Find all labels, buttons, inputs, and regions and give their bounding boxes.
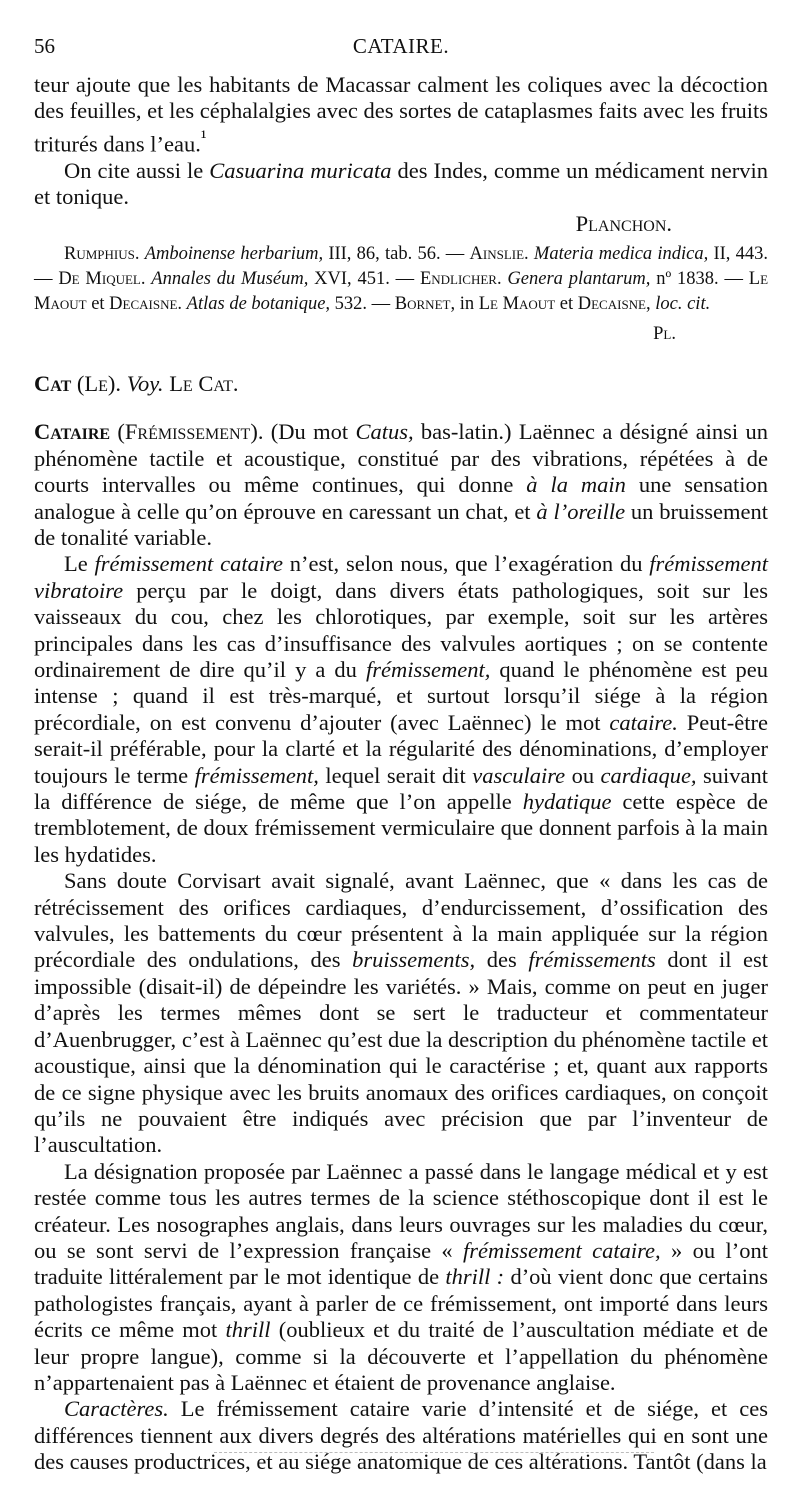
footnote-marker: ¹ [200, 126, 207, 148]
section-label: Caractères. [64, 1396, 169, 1422]
entry-intro-paragraph: Cataire (Frémissement). (Du mot Catus, bas-latin.) Laënnec a désigné ainsi un phénomène tactile et acoustique, constitué par des vibrations, répétées à de courts intervalles ou même continues, qui donne à la main une sensation analogue à celle qu’on éprouve en caressant un chat, et à l’oreille un bruissement de tonalité variable. [34, 419, 769, 550]
cross-reference-entry: Cat (Le). Voy. Le Cat. [34, 370, 239, 396]
paragraph-designation: La désignation proposée par Laënnec a passé dans le langage médical et y est restée comme tous les autres termes de la science stéthoscopique dont il est le créateur. Les nosographes anglais, dans leurs ouvrages sur les maladies du cœur, ou se sont servi de l’expression française « frémissement cataire, » ou l’ont traduite littéralement par le mot identique de thrill : d’où vient donc que certains pathologistes français, ayant à parler de ce frémissement, ont importé dans leurs écrits ce même mot thrill (oublieux et du traité de l’auscultation médiate et de leur propre langue), comme si la découverte et l’appellation du phénomène n’appartenaient pas à Laënnec et étaient de provenance anglaise. [34, 1158, 768, 1395]
bottom-rule [214, 1452, 654, 1453]
author-signature: Planchon. [575, 210, 672, 236]
entry-headword: Cataire [34, 419, 111, 445]
casuarina-paragraph: On cite aussi le Casuarina muricata des Indes, comme un médicament nervin et tonique. [34, 157, 768, 210]
page-number: 56 [34, 34, 55, 58]
entry-headword: Cat [34, 370, 72, 396]
bibliography: Rumphius. Amboinense herbarium, III, 86, tab. 56. — Ainslie. Materia medica indica, II, 443. — De Miquel. Annales du Muséum, XVI, 451. — Endlicher. Genera plantarum, nº 1838. — Le Maout et Decaisne. Atlas de botanique, 532. — Bornet, in Le Maout et Decaisne, loc. cit. [34, 243, 769, 314]
continuation-paragraph: teur ajoute que les habitants de Macassar calment les coliques avec la décoction des feuilles, et les céphalalgies avec des sortes de cataplasmes faits avec les fruits triturés dans l’eau.$^{^1}$ [34, 72, 768, 157]
species-name: Casuarina muricata [209, 157, 392, 183]
bibliography-signature: Pl. [653, 323, 676, 344]
running-head [34, 28, 768, 72]
paragraph-corvisart: Sans doute Corvisart avait signalé, avant Laënnec, que « dans les cas de rétrécissement des orifices cardiaques, d’endurcissement, d’ossification des valvules, les battements du cœur présentent à la main appliquée sur la région précordiale des ondulations, des bruissements, des frémissements dont il est impossible (disait-il) de dépeindre les variétés. » Mais, comme on peut en juger d’après les termes mêmes dont se sert le traducteur et commentateur d’Auenbrugger, c’est à Laënnec qu’est due la description du phénomène tactile et acoustique, ainsi que la dénomination qui le caractérise ; et, quant aux rapports de ce signe physique avec les bruits anomaux des orifices cardiaques, on conçoit qu’ils ne pouvaient être indiqués avec précision que par l’inventeur de l’auscultation. [34, 868, 769, 1158]
running-title: CATAIRE. [352, 34, 450, 58]
paragraph-caracteres: Caractères. Le frémissement cataire varie d’intensité et de siége, et ces différences tiennent aux divers degrés des altérations matérielles qui en sont une des causes productrices, et au siége anatomique de ces altérations. Tantôt (dans la [34, 1396, 768, 1475]
paragraph-fremissement: Le frémissement cataire n’est, selon nous, que l’exagération du frémissement vibratoire perçu par le doigt, dans divers états pathologiques, soit sur les vaisseaux du cou, chez les chlorotiques, par exemple, soit sur les artères principales dans les cas d’insuffisance des valvules aortiques ; on se contente ordinairement de dire qu’il y a du frémissement, quand le phénomène est peu intense ; quand il est très-marqué, et surtout lorsqu’il siége à la région précordiale, on est convenu d’ajouter (avec Laënnec) le mot cataire. Peut-être serait-il préférable, pour la clarté et la régularité des dénominations, d’employer toujours le terme frémissement, lequel serait dit vasculaire ou cardiaque, suivant la différence de siége, de même que l’on appelle hydatique cette espèce de tremblotement, de doux frémissement vermiculaire que donnent parfois à la main les hydatides. [34, 551, 769, 867]
